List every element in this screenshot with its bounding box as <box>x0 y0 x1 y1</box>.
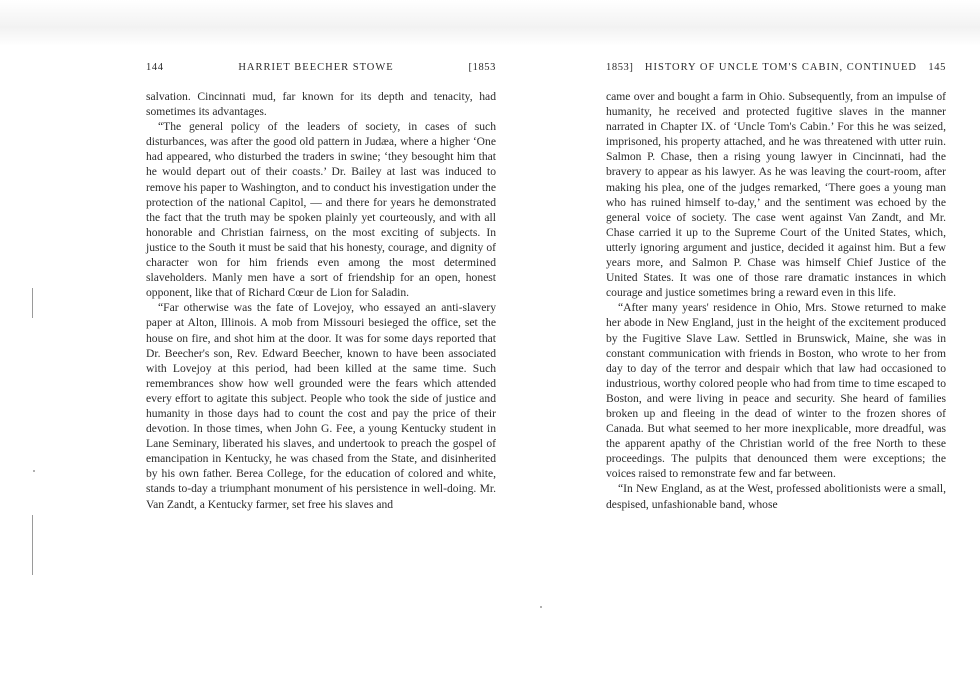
paragraph: “In New England, as at the West, professed abolitionists were a small, despised, unfashionable band, whose <box>606 482 946 511</box>
running-title: HARRIET BEECHER STOWE <box>238 62 394 73</box>
paragraph: “The general policy of the leaders of society, in cases of such disturbances, was after the good old pattern in Judæa, where a higher ‘One had appeared, who disturbed the traders in swine; ‘they besought him that he would depart out of their coasts.’ Dr. Bailey at last was induced to remove his paper to Washington, and to conduct his investigation under the protection of the national Capitol, — and there for years he demonstrated the fact that the truth may be spoken plainly yet courteously, and with all honorable and Christian fairness, on the most exciting of subjects. In justice to the South it must be said that his honesty, courage, and dignity of character won for him friends even among the most determined slaveholders. Manly men have a sort of friendship for an open, honest opponent, like that of Richard Cœur de Lion for Saladin. <box>146 120 496 300</box>
left-running-head <box>146 62 496 80</box>
left-page <box>146 62 496 662</box>
paragraph: “Far otherwise was the fate of Lovejoy, who essayed an anti-slavery paper at Alton, Illinois. A mob from Missouri besieged the office, set the house on fire, and shot him at the door. It was for some days reported that Dr. Beecher's son, Rev. Edward Beecher, known to have been associated with Lovejoy at this period, had been killed at the same time. Such remembrances show how well grounded were the fears which attended every effort to agitate this subject. People who took the side of justice and humanity in those days had to count the cost and pay the price of their devotion. In those times, when John G. Fee, a young Kentucky student in Lane Seminary, liberated his slaves, and undertook to preach the gospel of emancipation in Kentucky, he was chased from the State, and disinherited by his own father. Berea College, for the education of colored and white, stands to-day a triumphant monument of his persistence in well-doing. Mr. Van Zandt, a Kentucky farmer, set free his slaves and <box>146 301 496 511</box>
margin-mark <box>32 288 33 318</box>
right-running-head <box>606 62 946 80</box>
running-year: [1853 <box>468 62 496 73</box>
margin-speck <box>540 606 542 608</box>
paragraph: salvation. Cincinnati mud, far known for its depth and tenacity, had sometimes its advantages. <box>146 90 496 119</box>
scan-shadow-band <box>0 0 980 46</box>
paragraph: “After many years' residence in Ohio, Mrs. Stowe returned to make her abode in New England, just in the height of the excitement produced by the Fugitive Slave Law. Settled in Brunswick, Maine, she was in constant communication with friends in Boston, who wrote to her from day to day of the terror and despair which that law had occasioned to industrious, worthy colored people who had from time to time escaped to Boston, and were living in peace and security. She heard of families broken up and fleeing in the dead of winter to the frozen shores of Canada. But what seemed to her more inexplicable, more dreadful, was the apparent apathy of the Christian world of the free North to these proceedings. The pulpits that denounced them were exceptions; the voices raised to remonstrate few and far between. <box>606 301 947 481</box>
right-text-block <box>606 89 946 512</box>
running-year: 1853] <box>606 62 634 73</box>
running-title: HISTORY OF UNCLE TOM'S CABIN, CONTINUED <box>644 62 918 73</box>
left-text-block <box>146 89 496 512</box>
page-number: 145 <box>928 62 946 73</box>
paragraph: came over and bought a farm in Ohio. Subsequently, from an impulse of humanity, he received and protected fugitive slaves in the manner narrated in Chapter IX. of ‘Uncle Tom's Cabin.’ For this he was seized, imprisoned, his property attached, and he was threatened with utter ruin. Salmon P. Chase, then a rising young lawyer in Cincinnati, had the bravery to appear as his lawyer. As he was leaving the court-room, after making his plea, one of the judges remarked, ‘There goes a young man who has ruined himself to-day,’ and the sentiment was echoed by the general voice of society. The case went against Van Zandt, and Mr. Chase carried it up to the Supreme Court of the United States, which, utterly ignoring argument and justice, decided it against him. But a few years more, and Salmon P. Chase was himself Chief Justice of the United States. It was one of those rare dramatic instances in which courage and justice sometimes bring a reward even in this life. <box>606 90 946 300</box>
margin-speck <box>33 470 35 472</box>
right-page <box>606 62 946 662</box>
page-number: 144 <box>146 62 164 73</box>
margin-mark <box>32 515 33 575</box>
